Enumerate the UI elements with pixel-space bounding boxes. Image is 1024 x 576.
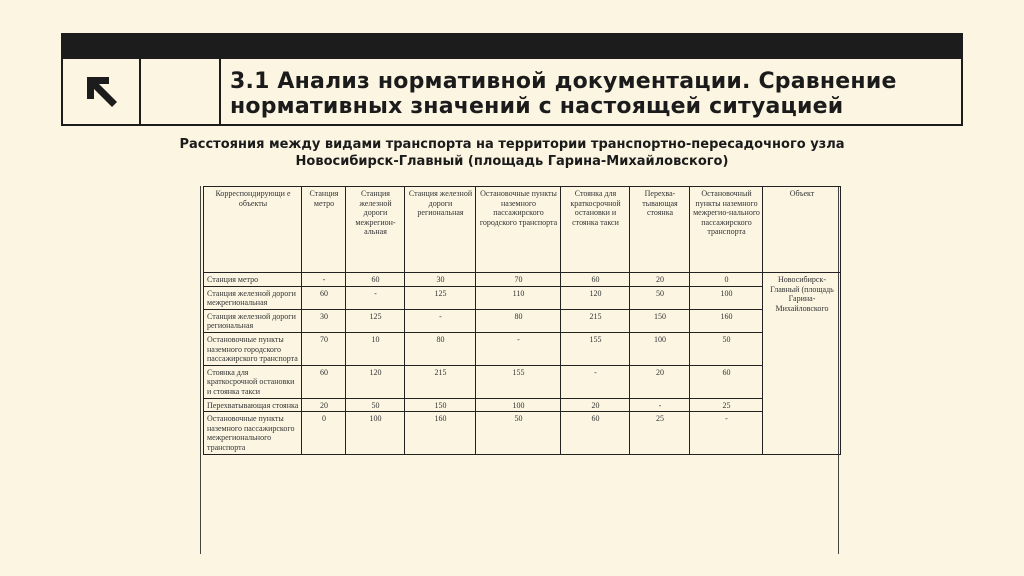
cell: 20: [630, 365, 690, 398]
cell: 70: [476, 273, 561, 287]
row-label: Перехватывающая стоянка: [204, 398, 302, 412]
cell: -: [302, 273, 346, 287]
cell: 80: [476, 309, 561, 332]
cell: 20: [630, 273, 690, 287]
cell: 30: [405, 273, 476, 287]
cell: 100: [690, 286, 763, 309]
cell: -: [476, 332, 561, 365]
cell: 50: [630, 286, 690, 309]
table-caption-line-1: Расстояния между видами транспорта на территории транспортно-пересадочного узла: [179, 137, 845, 152]
table-row: [204, 412, 841, 454]
cell: -: [690, 412, 763, 454]
cell: 0: [302, 412, 346, 454]
cell: 70: [302, 332, 346, 365]
object-cell: Новосибирск-Главный (площадь Гарина-Михайловского: [763, 273, 841, 455]
distance-table: [203, 186, 841, 455]
cell: 20: [561, 398, 630, 412]
cell: 50: [476, 412, 561, 454]
cell: 25: [630, 412, 690, 454]
row-label: Станция железной дороги межрегиональная: [204, 286, 302, 309]
col-header-taxi-parking: Стоянка для краткосрочной остановки и стоянка такси: [561, 187, 630, 273]
cell: 120: [561, 286, 630, 309]
row-label: Станция железной дороги региональная: [204, 309, 302, 332]
cell: 20: [302, 398, 346, 412]
table-row: [204, 309, 841, 332]
cell: 60: [302, 365, 346, 398]
cell: 100: [630, 332, 690, 365]
arrow-cell[interactable]: [63, 59, 141, 124]
page-title-line-1: 3.1 Анализ нормативной документации. Сравнение: [230, 69, 897, 94]
row-label: Стоянка для краткосрочной остановки и стоянка такси: [204, 365, 302, 398]
cell: 60: [346, 273, 405, 287]
col-header-rail-interregional: Станция железной дороги межрегион-альная: [346, 187, 405, 273]
col-header-metro: Станция метро: [302, 187, 346, 273]
cell: 155: [476, 365, 561, 398]
cell: 150: [405, 398, 476, 412]
cell: -: [561, 365, 630, 398]
cell: -: [630, 398, 690, 412]
col-header-intercept-parking: Перехва-тывающая стоянка: [630, 187, 690, 273]
table-row: [204, 286, 841, 309]
row-label: Станция метро: [204, 273, 302, 287]
table-row: [204, 365, 841, 398]
page-title: [230, 69, 960, 119]
cell: -: [405, 309, 476, 332]
cell: 160: [405, 412, 476, 454]
cell: 150: [630, 309, 690, 332]
page-title-line-2: нормативных значений с настоящей ситуацией: [230, 94, 844, 119]
table-row: [204, 273, 841, 287]
cell: 155: [561, 332, 630, 365]
table-row: [204, 398, 841, 412]
cell: 0: [690, 273, 763, 287]
cell: 100: [476, 398, 561, 412]
table-caption-line-2: Новосибирск-Главный (площадь Гарина-Михайловского): [295, 154, 729, 169]
table-row: [204, 332, 841, 365]
top-bar: [61, 33, 963, 59]
cell: -: [346, 286, 405, 309]
cell: 100: [346, 412, 405, 454]
col-header-objects: Корреспондирующи е объекты: [204, 187, 302, 273]
cell: 160: [690, 309, 763, 332]
cell: 50: [690, 332, 763, 365]
cell: 60: [561, 412, 630, 454]
row-label: Остановочные пункты наземного пассажирского межрегионального транспорта: [204, 412, 302, 454]
col-header-city-transit-stops: Остановочные пункты наземного пассажирского городского транспорта: [476, 187, 561, 273]
cell: 110: [476, 286, 561, 309]
table-caption: [0, 136, 1024, 170]
cell: 25: [690, 398, 763, 412]
cell: 10: [346, 332, 405, 365]
cell: 30: [302, 309, 346, 332]
col-header-rail-regional: Станция железной дороги региональная: [405, 187, 476, 273]
cell: 60: [302, 286, 346, 309]
col-header-object: Объект: [763, 187, 841, 273]
empty-cell: [141, 59, 221, 124]
cell: 125: [346, 309, 405, 332]
arrow-up-left-icon[interactable]: [85, 75, 119, 109]
cell: 215: [405, 365, 476, 398]
cell: 60: [561, 273, 630, 287]
header-row: [61, 59, 963, 126]
row-label: Остановочные пункты наземного городского пассажирского транспорта: [204, 332, 302, 365]
cell: 60: [690, 365, 763, 398]
cell: 50: [346, 398, 405, 412]
cell: 215: [561, 309, 630, 332]
col-header-interregional-stops: Остановочный пункты наземного межрегио-нального пассажирского транспорта: [690, 187, 763, 273]
cell: 80: [405, 332, 476, 365]
table-left-border: [200, 186, 201, 554]
table-header-row: [204, 187, 841, 273]
cell: 125: [405, 286, 476, 309]
cell: 120: [346, 365, 405, 398]
